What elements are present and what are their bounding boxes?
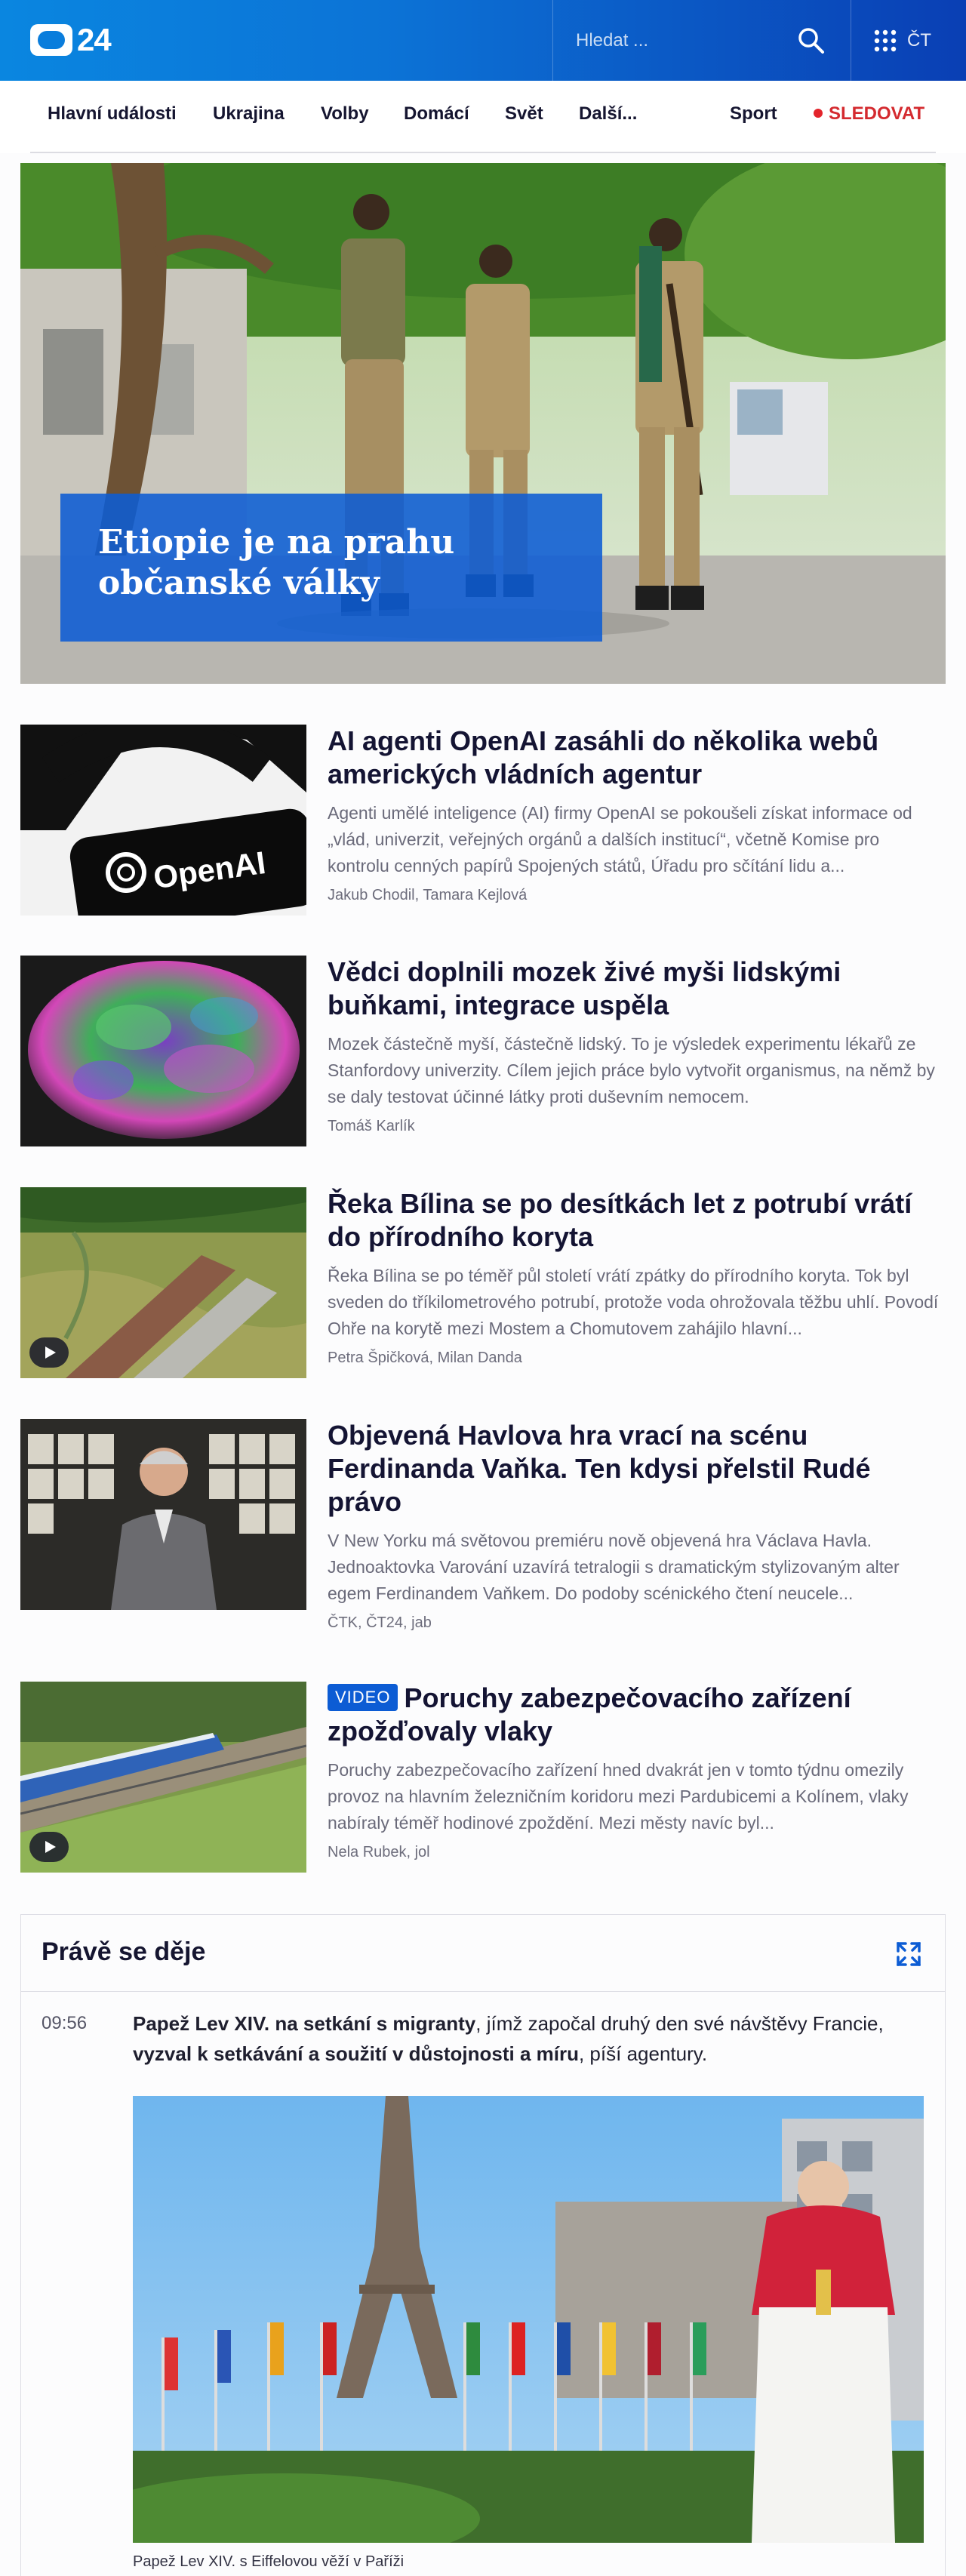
- live-entry-image[interactable]: [133, 2096, 924, 2543]
- live-dot-icon: [814, 109, 823, 118]
- article-title[interactable]: Vědci doplnili mozek živé myši lidskými buňkami, integrace uspěla: [328, 956, 841, 1020]
- article-perex: Mozek částečně myší, částečně lidský. To je výsledek experimentu lékařů ze Stanfordovy univerzity. Cílem jejich práce bylo vytvořit organismus, na němž by se daly testovat účinné látky proti duševním nemocem.: [328, 1034, 935, 1106]
- live-entry-text[interactable]: [133, 2008, 918, 2069]
- article-thumbnail[interactable]: [20, 956, 306, 1146]
- logo-text: 24: [77, 22, 111, 57]
- article-text: [328, 956, 946, 1135]
- article-title[interactable]: [328, 1682, 946, 1748]
- hero-article[interactable]: [20, 163, 946, 684]
- ct-logo-mark-icon: [30, 24, 72, 56]
- pope-eiffel-image: [133, 2096, 924, 2543]
- article-title[interactable]: AI agenti OpenAI zasáhli do několika webů amerických vládních agentur: [328, 725, 879, 789]
- expand-icon[interactable]: [895, 1940, 922, 1968]
- live-entry-text-2: , píší agentury.: [578, 2042, 708, 2065]
- article-card[interactable]: [20, 1187, 946, 1380]
- article-text: [328, 1682, 946, 1861]
- top-header: [0, 0, 966, 81]
- live-feed-header: [21, 1915, 945, 1992]
- article-title[interactable]: Objevená Havlova hra vrací na scénu Ferdinanda Vaňka. Ten kdysi přelstil Rudé právo: [328, 1420, 871, 1517]
- video-badge: VIDEO: [328, 1684, 398, 1711]
- article-text: [328, 725, 946, 904]
- search-box: [552, 0, 851, 81]
- article-thumbnail[interactable]: [20, 1419, 306, 1610]
- article-card[interactable]: [20, 1419, 946, 1642]
- live-feed-title: Právě se děje: [42, 1937, 206, 1966]
- article-text: [328, 1419, 946, 1632]
- hero-title-box: [60, 494, 602, 642]
- nav-item-dalsi[interactable]: Další...: [579, 103, 638, 124]
- article-authors: ČTK, ČT24, jab: [328, 1614, 432, 1631]
- article-text: [328, 1187, 946, 1367]
- article-perex: Poruchy zabezpečovacího zařízení hned dvakrát jen v tomto týdnu omezily provoz na hlavním železničním koridoru mezi Pardubicemi a Kolínem, vlaky nabíraly téměř hodinové zpoždění. Mezi městy navíc byl...: [328, 1760, 909, 1833]
- nav-item-hlavni-udalosti[interactable]: Hlavní události: [48, 103, 177, 124]
- live-entry-bold-2: vyzval k setkávání a soužití v důstojnosti a míru: [133, 2042, 579, 2065]
- nav-item-sport[interactable]: Sport: [730, 103, 777, 124]
- brain-thumbnail-image: [20, 956, 306, 1146]
- openai-logo-text: OpenAI: [151, 844, 268, 896]
- nav-divider: [30, 152, 936, 153]
- article-card[interactable]: [20, 956, 946, 1149]
- nav-item-svet[interactable]: Svět: [505, 103, 543, 124]
- article-authors: Jakub Chodil, Tamara Kejlová: [328, 887, 528, 903]
- article-perex: V New Yorku má světovou premiéru nově objevená hra Václava Havla. Jednoaktovka Varování uzavírá tetralogii s dramatickým stylizovaným alter egem Ferdinandem Vaňkem. Do podoby scénického čtení neucele...: [328, 1531, 900, 1603]
- play-video-icon[interactable]: [29, 1832, 69, 1862]
- live-entry-bold-1: Papež Lev XIV. na setkání s migranty: [133, 2012, 476, 2035]
- live-entry-time: 09:56: [42, 2013, 88, 2033]
- havel-thumbnail-image: [20, 1419, 306, 1610]
- live-entry-image-caption: Papež Lev XIV. s Eiffelovou věží v Paříži: [133, 2553, 405, 2570]
- article-card[interactable]: [20, 1682, 946, 1875]
- openai-thumbnail-image: [20, 725, 306, 916]
- hero-title-line-1: Etiopie je na prahu: [98, 523, 455, 562]
- nav-item-ukrajina[interactable]: Ukrajina: [213, 103, 285, 124]
- article-perex: Řeka Bílina se po téměř půl století vrátí zpátky do přírodního koryta. Tok byl sveden do tříkilometrového potrubí, protože voda ohrožovala těžbu uhlí. Povodí Ohře na korytě mezi Mostem a Chomutovem zahájilo hlavní...: [328, 1266, 939, 1338]
- grid-menu-icon: [874, 29, 897, 52]
- search-icon[interactable]: [796, 26, 826, 56]
- follow-live-button[interactable]: [814, 103, 924, 125]
- follow-label: SLEDOVAT: [829, 103, 925, 124]
- article-authors: Petra Špičková, Milan Danda: [328, 1350, 522, 1366]
- article-thumbnail[interactable]: [20, 1682, 306, 1873]
- ct24-logo[interactable]: [30, 23, 111, 57]
- ct-label: ČT: [907, 30, 931, 51]
- article-title-text: Poruchy zabezpečovacího zařízení zpožďovaly vlaky: [328, 1682, 851, 1747]
- nav-item-volby[interactable]: Volby: [321, 103, 369, 124]
- article-card[interactable]: [20, 725, 946, 918]
- article-authors: Tomáš Karlík: [328, 1118, 415, 1134]
- main-navigation: [0, 81, 966, 153]
- article-thumbnail[interactable]: [20, 725, 306, 916]
- article-perex: Agenti umělé inteligence (AI) firmy OpenAI se pokoušeli získat informace od „vlád, univerzit, veřejných orgánů a dalších institucí“, včetně Komise pro kontrolu cenných papírů Spojených států, Úřadu pro sčítání lidu a...: [328, 803, 912, 876]
- hero-title-line-2: občanské války: [98, 564, 380, 602]
- play-video-icon[interactable]: [29, 1337, 69, 1368]
- live-entry-text-1: , jímž započal druhý den své návštěvy Francie,: [475, 2012, 884, 2035]
- article-title[interactable]: Řeka Bílina se po desítkách let z potrubí vrátí do přírodního koryta: [328, 1188, 912, 1252]
- ct-menu-button[interactable]: [874, 26, 931, 56]
- live-feed: [20, 1914, 946, 2576]
- search-input[interactable]: [576, 26, 787, 56]
- article-authors: Nela Rubek, jol: [328, 1844, 430, 1860]
- nav-item-domaci[interactable]: Domácí: [404, 103, 469, 124]
- article-thumbnail[interactable]: [20, 1187, 306, 1378]
